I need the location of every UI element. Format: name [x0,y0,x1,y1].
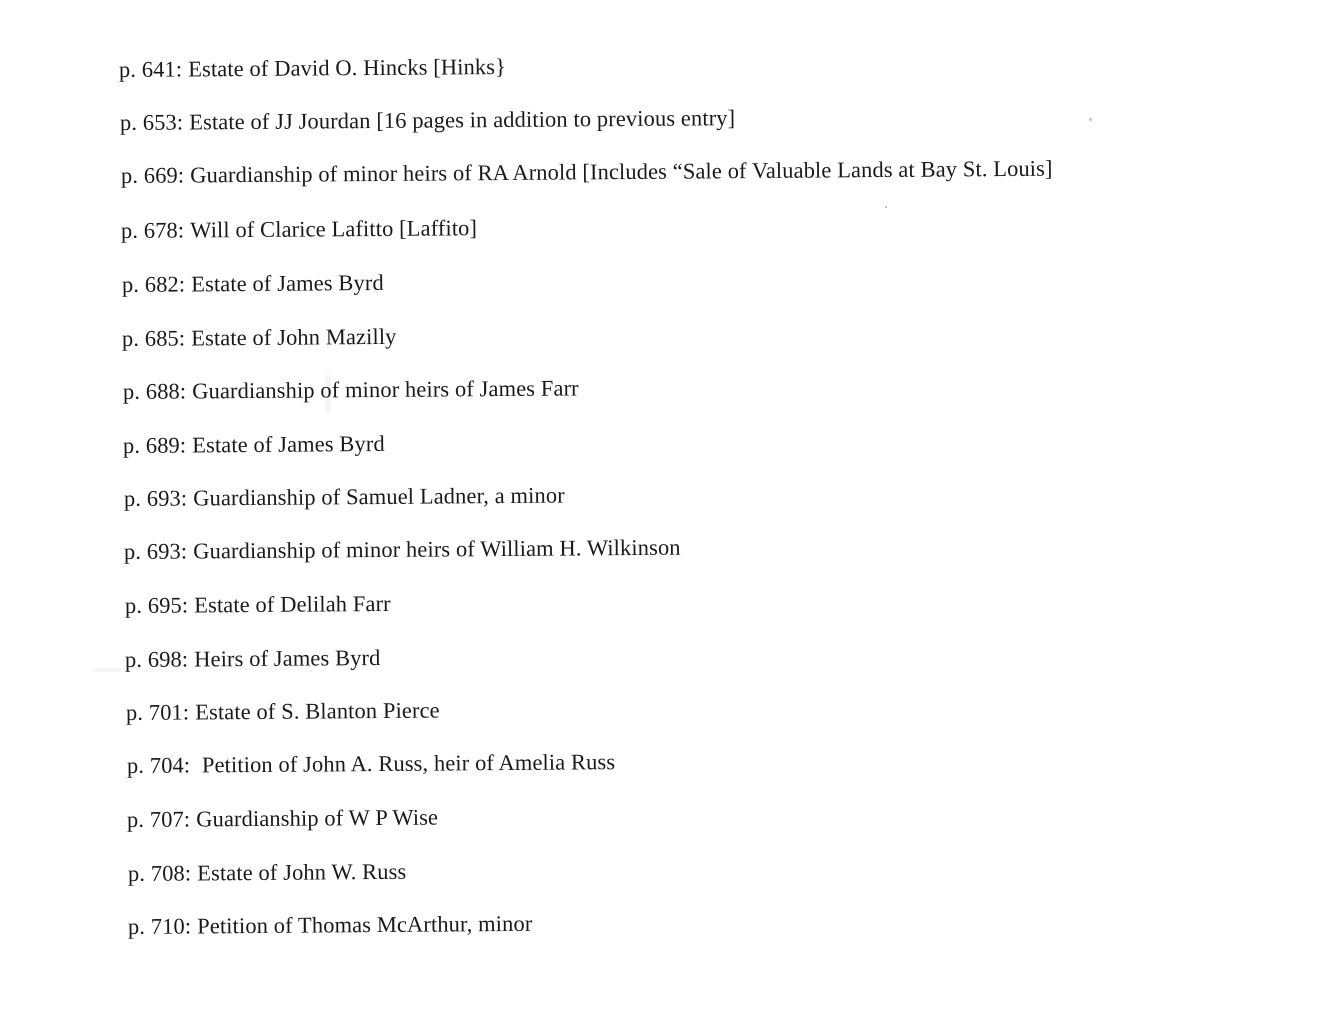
page-reference: p. 701: [125,699,190,725]
page-reference: p. 693: [123,538,188,564]
entry-description: Estate of John W. Russ [197,858,407,886]
page-reference: p. 707: [126,806,191,832]
entry-description: Estate of Delilah Farr [194,590,391,618]
page-reference: p. 689: [122,432,187,458]
entry-description: Heirs of James Byrd [194,644,381,672]
entry-description: Estate of John Mazilly [191,323,397,351]
index-entry [125,590,391,620]
entry-description: Guardianship of Samuel Ladner, a minor [193,482,565,511]
entry-description: Guardianship of minor heirs of William H. Wilkinson [193,534,681,564]
index-entry [121,214,477,245]
index-entry [124,534,681,566]
index-entry [126,697,440,727]
page-reference: p. 653: [119,109,184,135]
index-entry [123,430,385,460]
page-reference: p. 693: [123,485,188,511]
page-reference: p. 641: [118,56,183,82]
entry-description: Estate of James Byrd [191,269,384,297]
entry-description: Guardianship of W P Wise [196,804,439,832]
index-entry [123,374,579,406]
page-reference: p. 685: [121,325,186,351]
entry-description: Estate of James Byrd [192,430,385,458]
index-entry [128,858,407,888]
page-reference: p. 698: [124,646,189,672]
index-entry [122,269,384,299]
index-entry [124,482,565,513]
index-entry [119,53,506,84]
entry-description: Petition of John A. Russ, heir of Amelia Russ [196,749,616,778]
index-entry [121,155,1053,190]
entry-description: Guardianship of minor heirs of James Farr [192,375,579,404]
index-entry [120,104,735,137]
page-reference: p. 710: [127,913,192,939]
entry-description: Estate of David O. Hincks [Hinks} [188,53,507,82]
index-entry [127,748,615,780]
entry-description: Guardianship of minor heirs of RA Arnold [Includes “Sale of Valuable Lands at Bay St. Louis] [190,155,1053,188]
page-reference: p. 695: [124,592,189,618]
entry-description: Petition of Thomas McArthur, minor [197,910,533,939]
entry-description: Estate of S. Blanton Pierce [195,697,440,725]
index-entry [127,804,438,834]
page-reference: p. 688: [122,378,187,404]
index-entry [128,910,533,941]
page-reference: p. 678: [120,217,185,243]
page-reference: p. 682: [121,271,186,297]
index-entry [122,323,397,353]
entry-description: Estate of JJ Jourdan [16 pages in addition to previous entry] [189,105,736,135]
page-reference: p. 708: [127,860,192,886]
entry-description: Will of Clarice Lafitto [Laffito] [190,215,478,243]
index-entry [125,644,381,674]
page-reference: p. 704: [126,752,191,778]
page-reference: p. 669: [120,162,185,188]
